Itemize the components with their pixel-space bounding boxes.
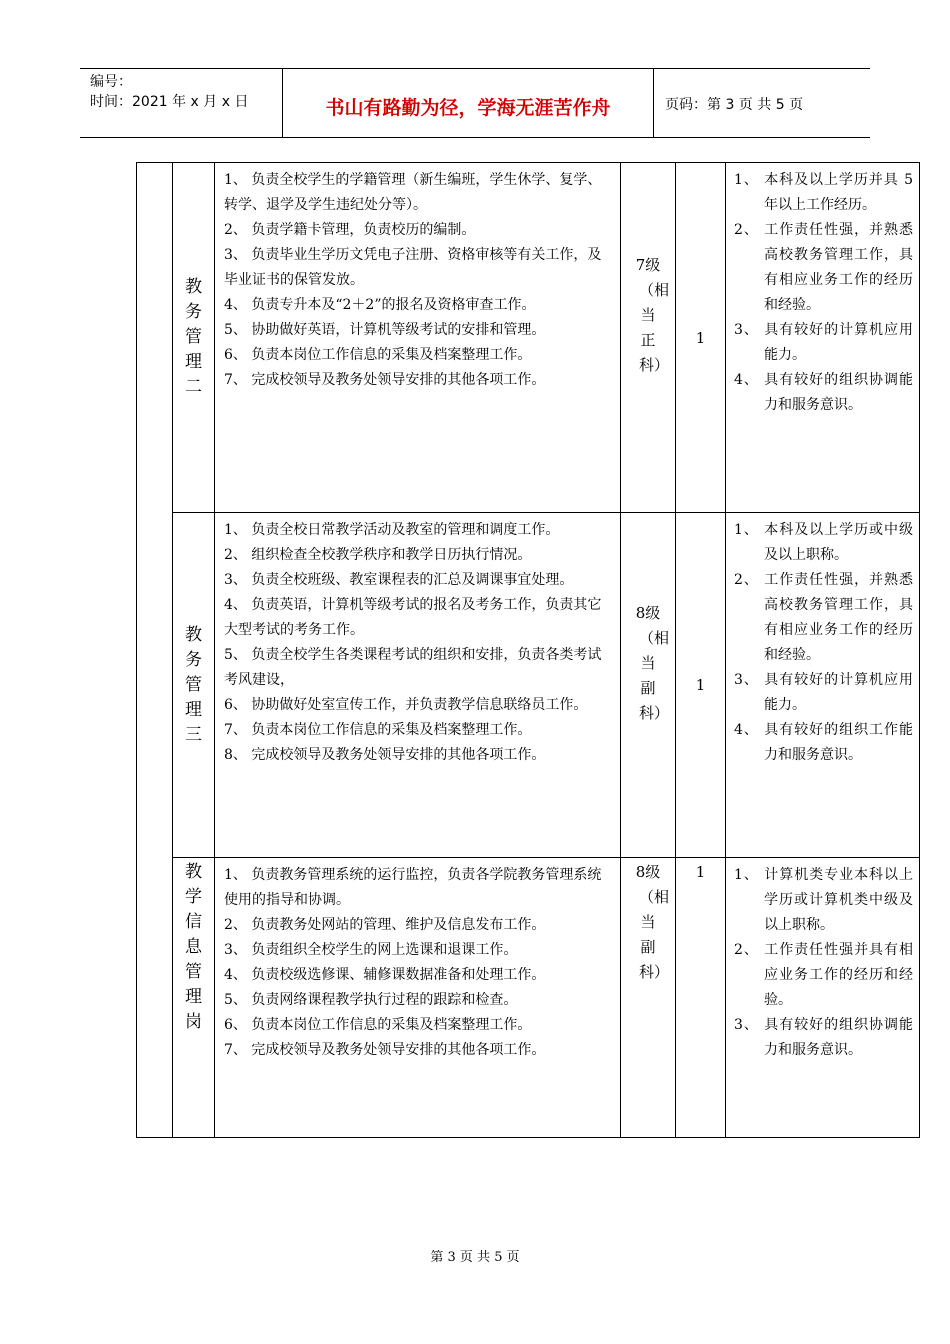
requirement-item: 4、 具有较好的组织协调能力和服务意识。	[734, 372, 913, 413]
duty-item: 6、 协助做好处室宣传工作，并负责教学信息联络员工作。	[224, 697, 588, 713]
header-motto: 书山有路勤为径，学海无涯苦作舟	[325, 97, 611, 119]
position-title: 教学信息管理岗	[185, 862, 202, 1032]
duties-list	[215, 513, 620, 768]
grade-cell	[621, 163, 676, 513]
duty-item: 1、 负责全校日常教学活动及教室的管理和调度工作。	[224, 522, 560, 538]
doc-number-label: 编号：	[90, 74, 132, 90]
grade-note: （相当副科）	[639, 888, 670, 981]
duties-cell	[215, 858, 621, 1138]
requirement-item: 2、 工作责任性强，并熟悉高校教务管理工作，具有相应业务工作的经历和经验。	[734, 572, 913, 663]
duty-item: 5、 协助做好英语，计算机等级考试的安排和管理。	[224, 322, 546, 338]
position-title-cell	[173, 513, 215, 858]
duties-cell	[215, 163, 621, 513]
header-meta	[90, 72, 248, 112]
duty-item: 4、 负责专升本及“2＋2”的报名及资格审查工作。	[224, 297, 536, 313]
headcount-cell	[676, 513, 726, 858]
duty-item: 6、 负责本岗位工作信息的采集及档案整理工作。	[224, 347, 532, 363]
requirements-list	[726, 513, 919, 768]
table-row	[137, 858, 920, 1138]
duty-item: 3、 负责组织全校学生的网上选课和退课工作。	[224, 942, 518, 958]
requirement-item: 3、 具有较好的计算机应用能力。	[734, 672, 913, 713]
duties-list	[215, 858, 620, 1063]
table-row	[137, 163, 920, 513]
grade-cell	[621, 513, 676, 858]
duty-item: 3、 负责全校班级、教室课程表的汇总及调课事宜处理。	[224, 572, 574, 588]
time-label: 时间：2021 年 x 月 x 日	[90, 94, 249, 110]
duty-item: 2、 组织检查全校教学秩序和教学日历执行情况。	[224, 547, 532, 563]
duty-item: 2、 负责学籍卡管理，负责校历的编制。	[224, 222, 476, 238]
duty-item: 4、 负责英语，计算机等级考试的报名及考务工作，负责其它大型考试的考务工作。	[224, 597, 602, 638]
job-table	[136, 162, 920, 1138]
grade-level: 7级	[635, 256, 661, 274]
requirement-item: 2、 工作责任性强，并熟悉高校教务管理工作，具有相应业务工作的经历和经验。	[734, 222, 913, 313]
duty-item: 6、 负责本岗位工作信息的采集及档案整理工作。	[224, 1017, 532, 1033]
grade-level: 8级	[635, 604, 661, 622]
duty-item: 5、 负责网络课程教学执行过程的跟踪和检查。	[224, 992, 518, 1008]
duty-item: 8、 完成校领导及教务处领导安排的其他各项工作。	[224, 747, 546, 763]
headcount-cell	[676, 163, 726, 513]
job-table-body	[137, 163, 920, 1138]
grade	[621, 513, 675, 726]
grade-cell	[621, 858, 676, 1138]
duty-item: 3、 负责毕业生学历文凭电子注册、资格审核等有关工作，及毕业证书的保管发放。	[224, 247, 602, 288]
requirements-list	[726, 858, 919, 1063]
duty-item: 4、 负责校级选修课、辅修课数据准备和处理工作。	[224, 967, 546, 983]
requirement-item: 1、 本科及以上学历并具 5 年以上工作经历。	[734, 172, 913, 213]
headcount-cell	[676, 858, 726, 1138]
duty-item: 7、 负责本岗位工作信息的采集及档案整理工作。	[224, 722, 532, 738]
headcount: 1	[695, 676, 706, 694]
header-divider	[653, 69, 654, 137]
grade	[621, 163, 675, 378]
requirement-item: 2、 工作责任性强并具有相应业务工作的经历和经验。	[734, 942, 913, 1008]
headcount: 1	[695, 863, 706, 881]
duties-list	[215, 163, 620, 393]
duty-item: 1、 负责教务管理系统的运行监控，负责各学院教务管理系统使用的指导和协调。	[224, 867, 602, 908]
requirements-cell	[726, 513, 920, 858]
grade	[621, 858, 675, 985]
position-title-cell	[173, 858, 215, 1138]
page-footer: 第 3 页 共 5 页	[430, 1250, 520, 1265]
grade-note: （相当副科）	[639, 629, 670, 722]
requirements-cell	[726, 163, 920, 513]
requirement-item: 1、 本科及以上学历或中级及以上职称。	[734, 522, 913, 563]
requirement-item: 4、 具有较好的组织工作能力和服务意识。	[734, 722, 913, 763]
requirement-item: 3、 具有较好的组织协调能力和服务意识。	[734, 1017, 913, 1058]
position-title: 教务管理三	[185, 624, 202, 745]
duty-item: 7、 完成校领导及教务处领导安排的其他各项工作。	[224, 372, 546, 388]
duty-item: 2、 负责教务处网站的管理、维护及信息发布工作。	[224, 917, 546, 933]
header-page-label: 页码：第 3 页 共 5 页	[665, 97, 804, 113]
requirements-list	[726, 163, 919, 418]
duty-item: 5、 负责全校学生各类课程考试的组织和安排，负责各类考试考风建设，	[224, 647, 602, 688]
requirement-item: 1、 计算机类专业本科以上学历或计算机类中级及以上职称。	[734, 867, 913, 933]
requirements-cell	[726, 858, 920, 1138]
document-header	[80, 68, 870, 138]
category-cell	[137, 163, 173, 1138]
headcount: 1	[695, 328, 706, 347]
table-row	[137, 513, 920, 858]
position-title-cell	[173, 163, 215, 513]
requirement-item: 3、 具有较好的计算机应用能力。	[734, 322, 913, 363]
position-title: 教务管理二	[185, 277, 202, 397]
duties-cell	[215, 513, 621, 858]
grade-note: （相当正科）	[639, 281, 670, 374]
duty-item: 1、 负责全校学生的学籍管理（新生编班，学生休学、复学、转学、退学及学生违纪处分等）。	[224, 172, 602, 213]
duty-item: 7、 完成校领导及教务处领导安排的其他各项工作。	[224, 1042, 546, 1058]
grade-level: 8级	[635, 863, 661, 881]
